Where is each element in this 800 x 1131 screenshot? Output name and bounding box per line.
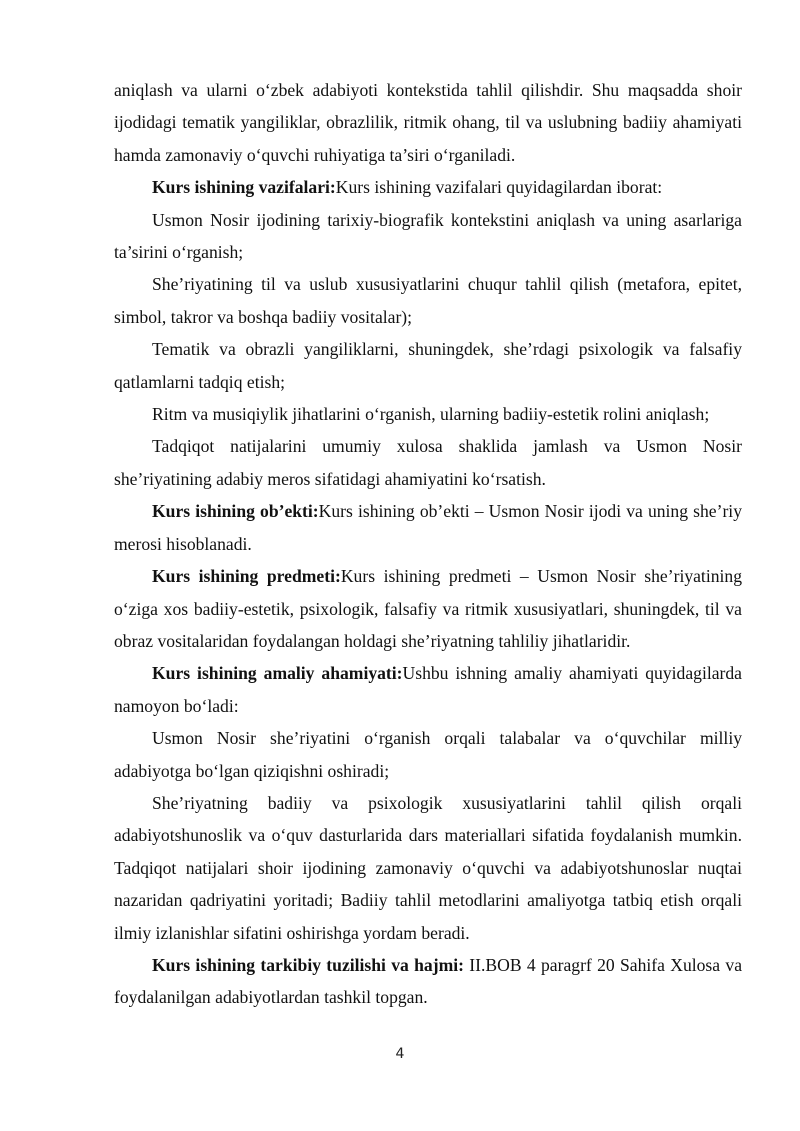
subject-paragraph	[114, 560, 742, 657]
task-item: Tadqiqot natijalarini umumiy xulosa shaklida jamlash va Usmon Nosir she’riyatining adabiy meros sifatidagi ahamiyatini ko‘rsatish.	[114, 436, 742, 489]
structure-heading: Kurs ishining tarkibiy tuzilishi va hajmi:	[152, 954, 464, 975]
body-text	[114, 74, 742, 1014]
practical-item: Usmon Nosir she’riyatini o‘rganish orqali talabalar va o‘quvchilar milliy adabiyotga bo‘lgan qiziqishni oshiradi;	[114, 728, 742, 781]
tasks-paragraph	[114, 171, 742, 203]
tasks-text: Kurs ishining vazifalari quyidagilardan iborat:	[335, 177, 663, 198]
object-text: Kurs ishining ob’ekti – Usmon Nosir ijodi va uning she’riy merosi hisoblanadi.	[114, 501, 742, 554]
practical-text: Ushbu ishning amaliy ahamiyati quyidagilarda namoyon bo‘ladi:	[114, 663, 742, 716]
practical-item: She’riyatning badiiy va psixologik xususiyatlarini tahlil qilish orqali adabiyotshunoslik va o‘quv dasturlarida dars materiallari sifatida foydalanish mumkin. Tadqiqot natijalari shoir ijodining zamonaviy o‘quvchi va adabiyotshunoslar nuqtai nazaridan qadriyatini yoritadi; Badiiy tahlil metodlarini amaliyotga tatbiq etish orqali ilmiy izlanishlar sifatini oshirishga yordam beradi.	[114, 792, 742, 943]
intro-paragraph: aniqlash va ularni o‘zbek adabiyoti kontekstida tahlil qilishdir. Shu maqsadda shoir ijodidagi tematik yangiliklar, obrazlilik, ritmik ohang, til va uslubning badiiy ahamiyati hamda zamonaviy o‘quvchi ruhiyatiga ta’siri o‘rganiladi.	[114, 80, 742, 165]
tasks-heading: Kurs ishining vazifalari:	[152, 177, 336, 198]
task-item: She’riyatining til va uslub xususiyatlarini chuqur tahlil qilish (metafora, epitet, simbol, takror va boshqa badiiy vositalar);	[114, 274, 742, 327]
practical-heading: Kurs ishining amaliy ahamiyati:	[152, 663, 403, 684]
object-paragraph	[114, 495, 742, 560]
task-item: Tematik va obrazli yangiliklarni, shuningdek, she’rdagi psixologik va falsafiy qatlamlarni tadqiq etish;	[114, 339, 742, 392]
task-item: Usmon Nosir ijodining tarixiy-biografik kontekstini aniqlash va uning asarlariga ta’sirini o‘rganish;	[114, 209, 742, 263]
task-item: Ritm va musiqiylik jihatlarini o‘rganish, ularning badiiy-estetik rolini aniqlash;	[152, 404, 710, 425]
object-heading: Kurs ishining ob’ekti:	[152, 501, 319, 522]
subject-text: Kurs ishining predmeti – Usmon Nosir she’riyatining o‘ziga xos badiiy-estetik, psixologik, falsafiy va ritmik xususiyatlari, shuningdek, til va obraz vositalaridan foydalangan holdagi she’riyatning tahliliy jihatlaridir.	[114, 566, 742, 651]
practical-paragraph	[114, 657, 742, 722]
structure-paragraph	[114, 949, 742, 1014]
structure-text: II.BOB 4 paragrf 20 Sahifa Xulosa va foydalanilgan adabiyotlardan tashkil topgan.	[114, 954, 742, 1008]
subject-heading: Kurs ishining predmeti:	[152, 566, 341, 587]
page-number: 4	[395, 1046, 405, 1062]
